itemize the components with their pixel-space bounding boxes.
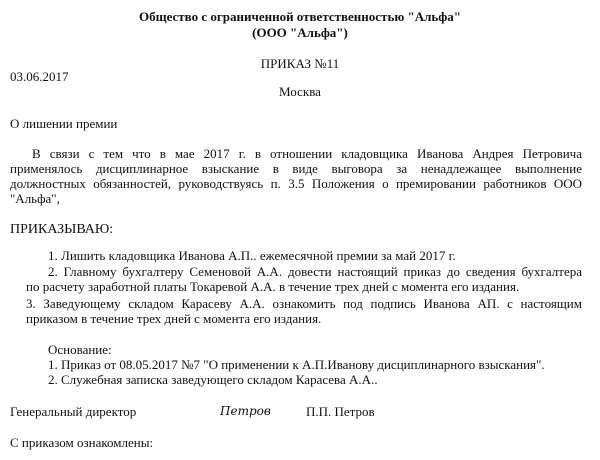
order-date: 03.06.2017 [10, 69, 69, 84]
signatory-position: Генеральный директор [10, 404, 137, 419]
acknowledgement-label: С приказом ознакомлены: [10, 435, 154, 450]
order-item: 1. Лишить кладовщика Иванова А.П.. ежемесячной премии за май 2017 г. [48, 248, 456, 263]
order-item-continuation: приказом в течение трех дней с момента его издания. [26, 311, 322, 326]
preamble-line: В связи с тем что в мае 2017 г. в отношении кладовщика Иванова Андрея Петровича [32, 146, 582, 161]
organization-short-name: (ООО "Альфа") [252, 25, 348, 40]
handwritten-signature: Петров [220, 404, 271, 418]
order-item: 3. Заведующему складом Карасеву А.А. ознакомить под подпись Иванова АП. с настоящим [26, 296, 582, 311]
basis-item: 1. Приказ от 08.05.2017 №7 "О применении к А.П.Иванову дисциплинарного взыскания". [48, 357, 545, 372]
organization-name: Общество с ограниченной ответственностью "Альфа" [139, 9, 461, 24]
order-subject: О лишении премии [10, 116, 118, 131]
order-word: ПРИКАЗЫВАЮ: [10, 222, 114, 237]
preamble-line: "Альфа", [10, 191, 60, 206]
order-item: 2. Главному бухгалтеру Семеновой А.А. довести настоящий приказ до сведения бухгалтера [48, 264, 582, 279]
order-city: Москва [279, 84, 321, 99]
preamble-line: должностных обязанностей, руководствуясь п. 3.5 Положения о премировании работников ООО [10, 176, 582, 191]
basis-label: Основание: [48, 342, 112, 357]
order-title: ПРИКАЗ №11 [260, 56, 340, 71]
preamble-line: применялось дисциплинарное взыскание в виде выговора за ненадлежащее выполнение [10, 161, 582, 176]
basis-item: 2. Служебная записка заведующего складом Карасева А.А.. [48, 372, 378, 387]
signatory-name: П.П. Петров [306, 404, 375, 419]
order-item-continuation: по расчету заработной платы Токаревой А.А. в течение трех дней с момента его издания. [26, 279, 520, 294]
